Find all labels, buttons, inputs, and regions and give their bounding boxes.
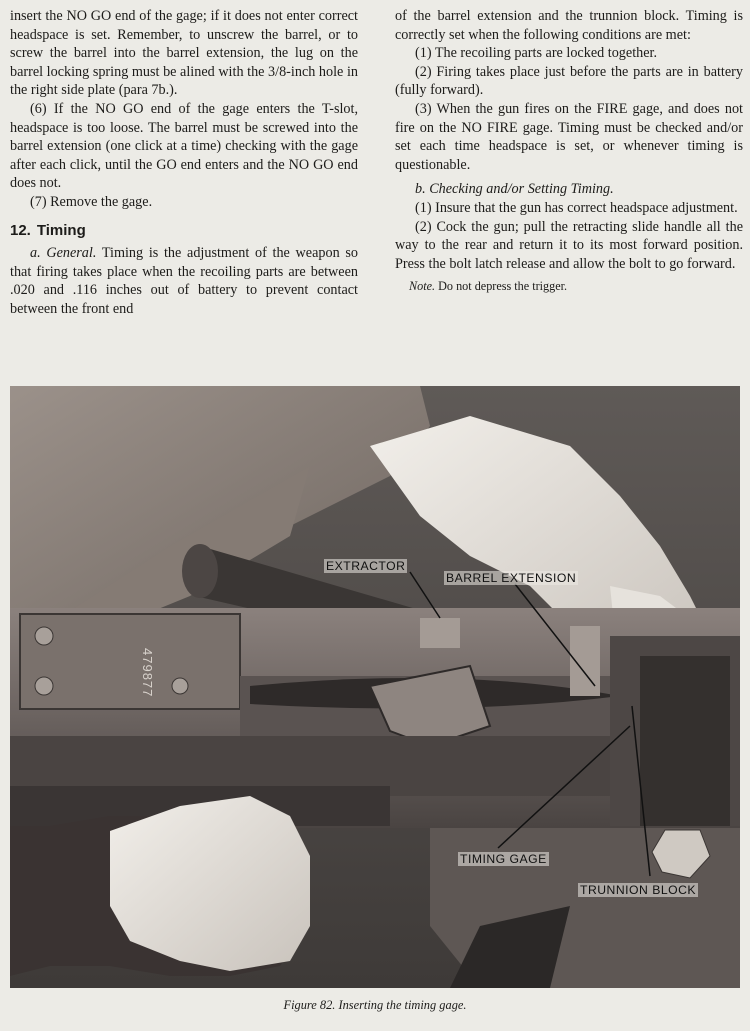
general-text: Timing is the adjustment of the weapon so that firing takes place when the recoiling parts are between .020 and .116 inches out of battery to prevent contact between the front end [10,245,358,317]
timing-gage-photo [10,386,740,988]
section-number: 12. [10,221,31,239]
section-heading [10,222,358,241]
condition-3: (3) When the gun fires on the FIRE gage, and does not fire on the NO FIRE gage. Timing must be checked and/or set each time headspace is set, or whenever timing is questionable. [395,100,743,173]
section-title: Timing [36,221,86,239]
callout-trunnion-block: TRUNNION BLOCK [580,883,697,897]
serial-number: 479877 [140,648,155,698]
right-text-column [395,7,743,296]
callout-extractor: EXTRACTOR [326,559,406,573]
paragraph-headspace-continued: insert the NO GO end of the gage; if it does not enter correct headspace is set. Remember, to unscrew the barrel, or to screw the barrel into the barrel extension, the lug on the barrel locking spring must be alined with the 3/8-inch hole in the right side plate (para 7b.). [10,8,358,99]
step-2: (2) Cock the gun; pull the retracting slide handle all the way to the rear and return it to its most forward position. Press the bolt latch release and allow the bolt to go forward. [395,218,743,272]
photo-illustration [10,386,740,988]
condition-1: (1) The recoiling parts are locked together. [415,45,658,62]
callout-barrel-extension: BARREL EXTENSION [446,571,577,585]
subheading-checking-timing: b. Checking and/or Setting Timing. [415,181,614,198]
condition-2: (2) Firing takes place just before the parts are in battery (fully forward). [395,63,743,99]
paragraph-step-7: (7) Remove the gage. [30,193,153,210]
left-text-column [10,7,358,319]
general-label: a. General. [30,245,97,262]
note-text: Do not depress the trigger. [435,279,568,294]
paragraph-general [10,244,358,318]
callout-timing-gage: TIMING GAGE [460,852,547,866]
left-hand-shape [110,796,310,971]
figure-caption: Figure 82. Inserting the timing gage. [283,998,467,1012]
paragraph-step-6: (6) If the NO GO end of the gage enters the T-slot, headspace is too loose. The barrel must be screwed into the barrel extension (one click at a time) checking with the gage after each click, until the GO end enters and the NO GO end does not. [10,100,358,192]
note [395,277,743,296]
paragraph-timing-conditions: of the barrel extension and the trunnion block. Timing is correctly set when the following conditions are met: [395,8,743,43]
step-1: (1) Insure that the gun has correct headspace adjustment. [415,199,738,216]
note-label: Note. [409,279,436,294]
